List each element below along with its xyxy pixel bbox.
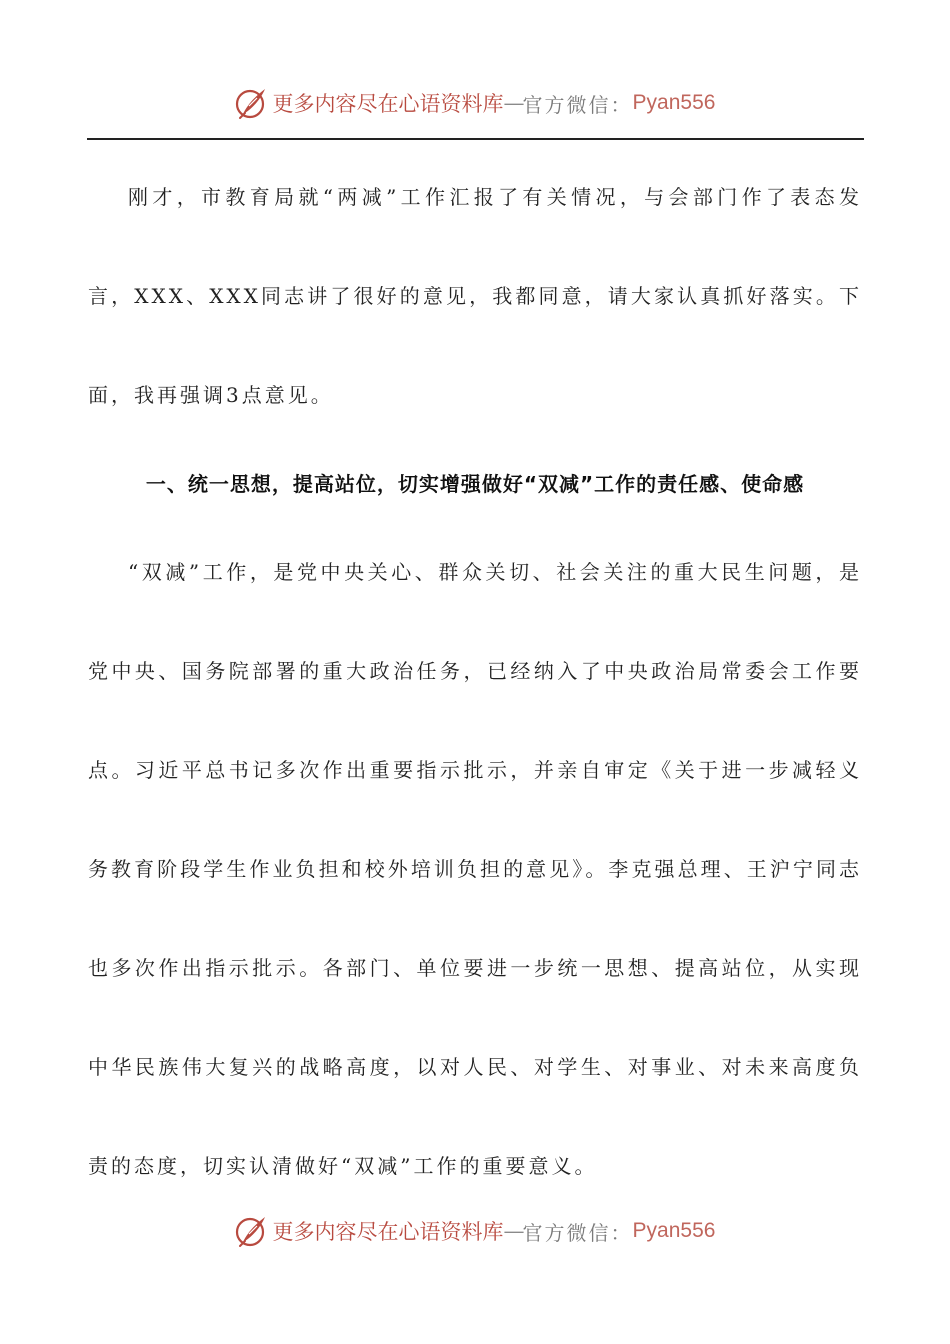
- quill-pen-logo-icon: [235, 86, 269, 120]
- header-divider: [87, 138, 864, 140]
- section-1-paragraph: “双减”工作，是党中央关心、群众关切、社会关注的重大民生问题，是党中央、国务院部署的重大政治任务，已经纳入了中央政治局常委会工作要点。习近平总书记多次作出重要指示批示，并亲自审定《关于进一步减轻义务教育阶段学生作业负担和校外培训负担的意见》。李克强总理、王沪宁同志也多次作出指示批示。各部门、单位要进一步统一思想、提高站位，从实现中华民族伟大复兴的战略高度，以对人民、对学生、对事业、对未来高度负责的态度，切实认清做好“双减”工作的重要意义。: [88, 560, 862, 1178]
- quill-pen-logo-icon: [235, 1214, 269, 1248]
- header-wechat-id: Pyan556: [632, 91, 716, 114]
- footer-separator: —: [503, 1219, 523, 1243]
- header-separator: —: [503, 91, 523, 115]
- header-banner: [0, 83, 950, 123]
- footer-brand-text: 更多内容尽在心语资料库: [272, 1220, 504, 1244]
- intro-paragraph: 刚才，市教育局就“两减”工作汇报了有关情况，与会部门作了表态发言，XXX、XXX同志讲了很好的意见，我都同意，请大家认真抓好落实。下面，我再强调3点意见。: [88, 185, 862, 407]
- document-body: [88, 148, 862, 1216]
- header-wechat-label: 官方微信：: [522, 92, 633, 117]
- footer-wechat-id: Pyan556: [632, 1219, 716, 1242]
- footer-banner: [0, 1211, 950, 1251]
- header-brand-text: 更多内容尽在心语资料库: [272, 92, 504, 116]
- footer-wechat-label: 官方微信：: [522, 1220, 633, 1245]
- section-heading-1: 一、统一思想，提高站位，切实增强做好“双减”工作的责任感、使命感: [145, 472, 805, 496]
